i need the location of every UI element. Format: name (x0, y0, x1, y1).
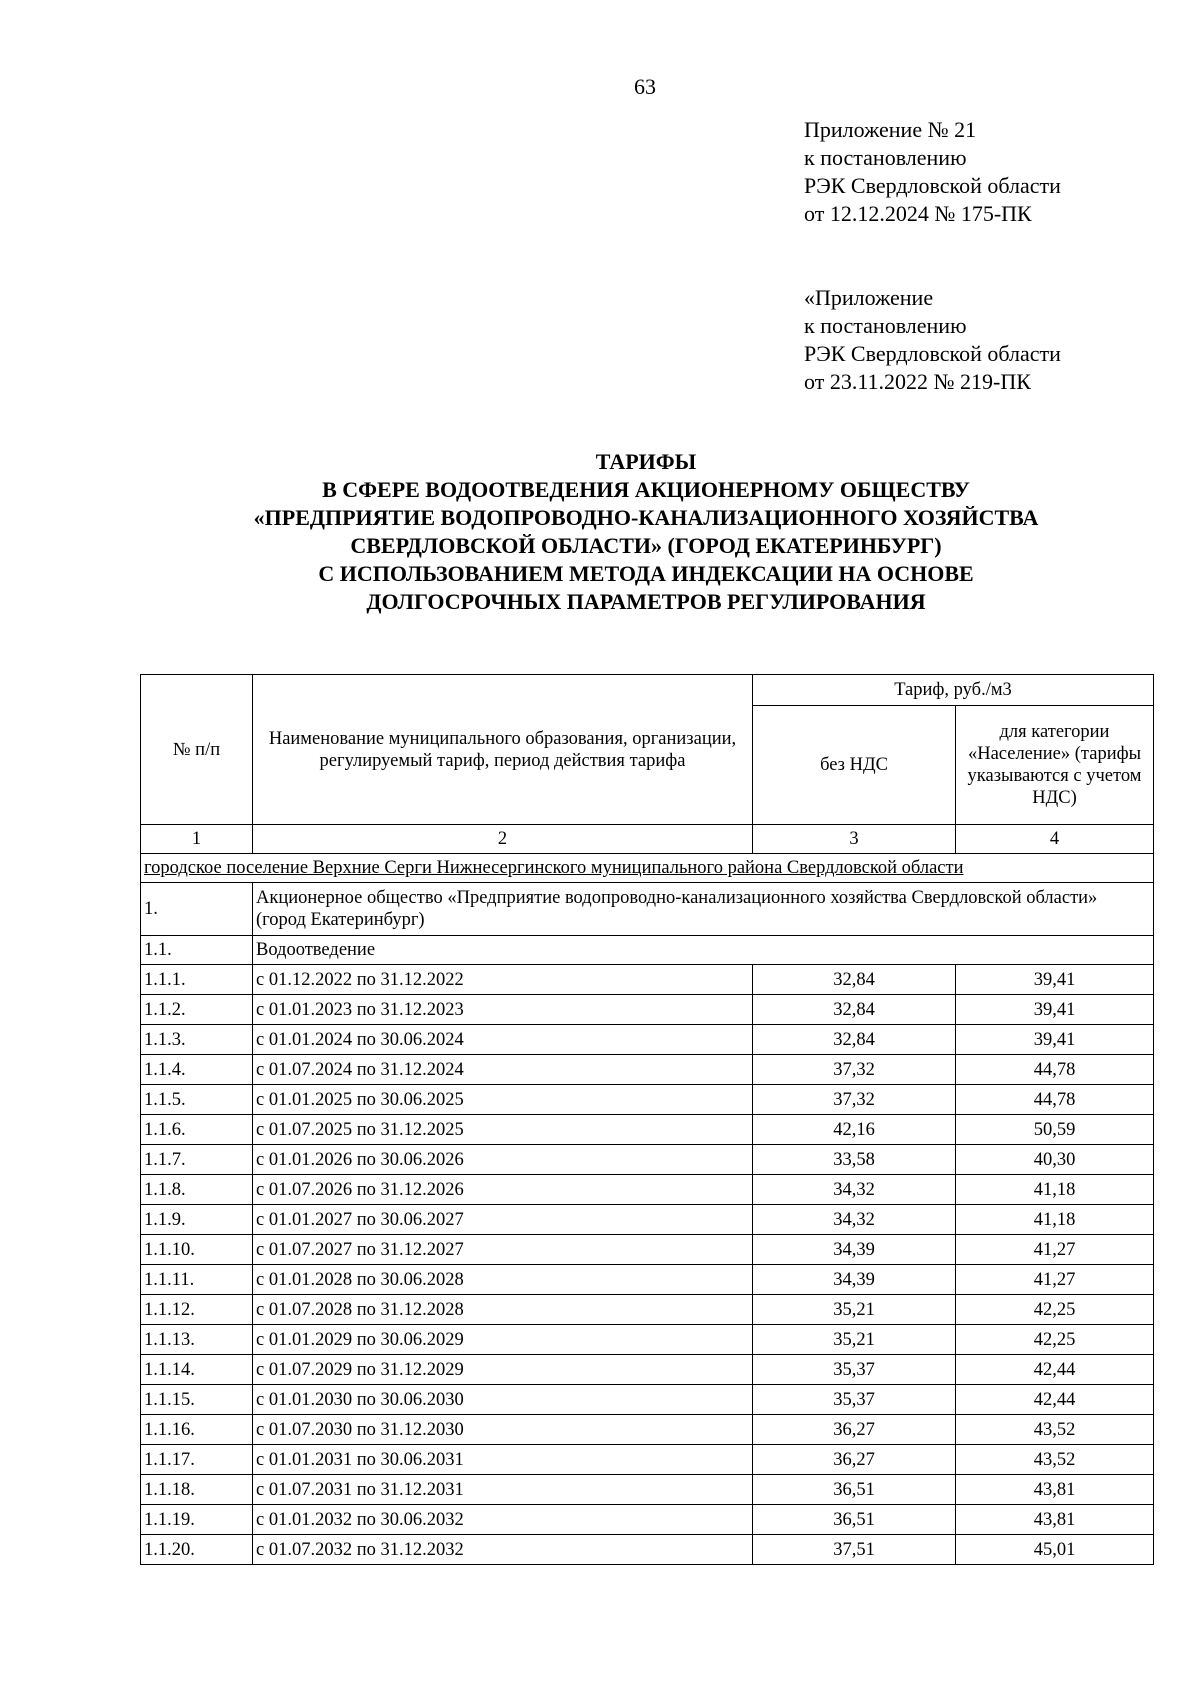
page-number: 63 (634, 74, 656, 99)
row-tariff-population: 43,52 (956, 1445, 1154, 1475)
row-tariff-population: 50,59 (956, 1115, 1154, 1145)
title-line: СВЕРДЛОВСКОЙ ОБЛАСТИ» (ГОРОД ЕКАТЕРИНБУРГ) (350, 533, 942, 558)
title-line: В СФЕРЕ ВОДООТВЕДЕНИЯ АКЦИОНЕРНОМУ ОБЩЕСТВУ (322, 477, 970, 502)
row-tariff-population: 44,78 (956, 1085, 1154, 1115)
row-tariff-no-vat: 37,32 (753, 1085, 956, 1115)
row-tariff-population: 41,27 (956, 1235, 1154, 1265)
table-row (141, 1385, 1154, 1415)
row-tariff-population: 41,27 (956, 1265, 1154, 1295)
document-title (140, 448, 1152, 616)
row-num: 1.1.8. (141, 1175, 253, 1205)
appendix-current-block (804, 116, 1061, 228)
row-num: 1.1.19. (141, 1505, 253, 1535)
row-num: 1.1.10. (141, 1235, 253, 1265)
table-row (141, 1145, 1154, 1175)
header-num: № п/п (141, 675, 253, 825)
service-row (141, 936, 1154, 965)
row-num: 1.1.17. (141, 1445, 253, 1475)
row-tariff-population: 44,78 (956, 1055, 1154, 1085)
tariff-table (140, 674, 1154, 1565)
row-period: с 01.07.2031 по 31.12.2031 (253, 1475, 753, 1505)
table-row (141, 1235, 1154, 1265)
row-tariff-population: 39,41 (956, 965, 1154, 995)
row-period: с 01.07.2032 по 31.12.2032 (253, 1535, 753, 1565)
row-period: с 01.01.2026 по 30.06.2026 (253, 1145, 753, 1175)
table-row (141, 1085, 1154, 1115)
row-period: с 01.01.2029 по 30.06.2029 (253, 1325, 753, 1355)
row-period: с 01.07.2030 по 31.12.2030 (253, 1415, 753, 1445)
row-tariff-population: 39,41 (956, 1025, 1154, 1055)
appendix-line: «Приложение (804, 285, 934, 310)
organization-row (141, 883, 1154, 936)
table-row (141, 995, 1154, 1025)
row-tariff-population: 41,18 (956, 1205, 1154, 1235)
column-number: 1 (141, 825, 253, 854)
title-line: ДОЛГОСРОЧНЫХ ПАРАМЕТРОВ РЕГУЛИРОВАНИЯ (366, 589, 926, 614)
row-tariff-no-vat: 32,84 (753, 1025, 956, 1055)
row-tariff-no-vat: 36,27 (753, 1445, 956, 1475)
column-number: 3 (753, 825, 956, 854)
row-period: с 01.01.2028 по 30.06.2028 (253, 1265, 753, 1295)
table-row (141, 1415, 1154, 1445)
header-no-vat: без НДС (753, 706, 956, 825)
title-line: С ИСПОЛЬЗОВАНИЕМ МЕТОДА ИНДЕКСАЦИИ НА ОСНОВЕ (318, 561, 974, 586)
header-population: для категории «Население» (тарифы указываются с учетом НДС) (956, 706, 1154, 825)
table-row (141, 1355, 1154, 1385)
appendix-line: РЭК Свердловской области (804, 341, 1061, 366)
table-row (141, 1115, 1154, 1145)
row-num: 1.1.1. (141, 965, 253, 995)
row-tariff-population: 43,52 (956, 1415, 1154, 1445)
row-tariff-no-vat: 42,16 (753, 1115, 956, 1145)
row-tariff-no-vat: 35,21 (753, 1295, 956, 1325)
table-row (141, 1505, 1154, 1535)
row-tariff-no-vat: 36,27 (753, 1415, 956, 1445)
row-period: с 01.12.2022 по 31.12.2022 (253, 965, 753, 995)
appendix-line: Приложение № 21 (804, 117, 977, 142)
row-num: 1.1.2. (141, 995, 253, 1025)
table-row (141, 1025, 1154, 1055)
organization-name: Акционерное общество «Предприятие водопроводно-канализационного хозяйства Свердловской области» (город Екатеринбург) (253, 883, 1154, 936)
row-num: 1.1.14. (141, 1355, 253, 1385)
table-row (141, 1295, 1154, 1325)
row-tariff-population: 45,01 (956, 1535, 1154, 1565)
row-num: 1.1.5. (141, 1085, 253, 1115)
row-num: 1.1.7. (141, 1145, 253, 1175)
appendix-original-block (804, 284, 1061, 396)
header-name: Наименование муниципального образования, организации, регулируемый тариф, период действия тарифа (253, 675, 753, 825)
row-period: с 01.01.2030 по 30.06.2030 (253, 1385, 753, 1415)
appendix-line: от 12.12.2024 № 175-ПК (804, 201, 1032, 226)
row-period: с 01.07.2026 по 31.12.2026 (253, 1175, 753, 1205)
column-number: 2 (253, 825, 753, 854)
organization-num: 1. (141, 883, 253, 936)
row-period: с 01.01.2023 по 31.12.2023 (253, 995, 753, 1025)
row-num: 1.1.12. (141, 1295, 253, 1325)
row-tariff-no-vat: 37,51 (753, 1535, 956, 1565)
row-tariff-no-vat: 34,32 (753, 1205, 956, 1235)
column-number: 4 (956, 825, 1154, 854)
row-period: с 01.01.2027 по 30.06.2027 (253, 1205, 753, 1235)
row-num: 1.1.4. (141, 1055, 253, 1085)
row-tariff-population: 43,81 (956, 1475, 1154, 1505)
column-number-row (141, 825, 1154, 854)
row-num: 1.1.13. (141, 1325, 253, 1355)
row-tariff-no-vat: 36,51 (753, 1505, 956, 1535)
row-period: с 01.07.2029 по 31.12.2029 (253, 1355, 753, 1385)
table-row (141, 1475, 1154, 1505)
row-period: с 01.01.2031 по 30.06.2031 (253, 1445, 753, 1475)
table-row (141, 1055, 1154, 1085)
row-period: с 01.07.2027 по 31.12.2027 (253, 1235, 753, 1265)
row-tariff-no-vat: 35,21 (753, 1325, 956, 1355)
table-row (141, 1175, 1154, 1205)
row-tariff-population: 42,44 (956, 1355, 1154, 1385)
row-tariff-population: 39,41 (956, 995, 1154, 1025)
row-tariff-population: 40,30 (956, 1145, 1154, 1175)
table-row (141, 1325, 1154, 1355)
section-row (141, 854, 1154, 883)
table-row (141, 1205, 1154, 1235)
table-row (141, 1535, 1154, 1565)
title-line: «ПРЕДПРИЯТИЕ ВОДОПРОВОДНО-КАНАЛИЗАЦИОННОГО ХОЗЯЙСТВА (253, 505, 1039, 530)
row-tariff-population: 42,25 (956, 1295, 1154, 1325)
appendix-line: от 23.11.2022 № 219-ПК (804, 369, 1031, 394)
row-num: 1.1.6. (141, 1115, 253, 1145)
row-num: 1.1.3. (141, 1025, 253, 1055)
table-header-row (141, 675, 1154, 706)
row-period: с 01.07.2025 по 31.12.2025 (253, 1115, 753, 1145)
row-tariff-no-vat: 34,39 (753, 1265, 956, 1295)
row-tariff-population: 43,81 (956, 1505, 1154, 1535)
row-period: с 01.01.2024 по 30.06.2024 (253, 1025, 753, 1055)
row-period: с 01.07.2024 по 31.12.2024 (253, 1055, 753, 1085)
row-tariff-no-vat: 34,39 (753, 1235, 956, 1265)
row-tariff-population: 42,44 (956, 1385, 1154, 1415)
service-name: Водоотведение (253, 936, 1154, 965)
row-tariff-population: 41,18 (956, 1175, 1154, 1205)
row-tariff-no-vat: 36,51 (753, 1475, 956, 1505)
row-tariff-no-vat: 32,84 (753, 995, 956, 1025)
header-tariff-group: Тариф, руб./м3 (753, 675, 1154, 706)
service-num: 1.1. (141, 936, 253, 965)
row-tariff-no-vat: 35,37 (753, 1385, 956, 1415)
row-tariff-no-vat: 34,32 (753, 1175, 956, 1205)
row-tariff-no-vat: 35,37 (753, 1355, 956, 1385)
table-row (141, 1445, 1154, 1475)
appendix-line: к постановлению (804, 145, 967, 170)
row-num: 1.1.20. (141, 1535, 253, 1565)
row-period: с 01.01.2032 по 30.06.2032 (253, 1505, 753, 1535)
row-num: 1.1.11. (141, 1265, 253, 1295)
row-num: 1.1.15. (141, 1385, 253, 1415)
row-num: 1.1.18. (141, 1475, 253, 1505)
row-tariff-no-vat: 33,58 (753, 1145, 956, 1175)
appendix-line: к постановлению (804, 313, 967, 338)
row-period: с 01.01.2025 по 30.06.2025 (253, 1085, 753, 1115)
row-tariff-population: 42,25 (956, 1325, 1154, 1355)
section-title: городское поселение Верхние Серги Нижнесергинского муниципального района Свердловской области (141, 854, 1154, 883)
row-num: 1.1.9. (141, 1205, 253, 1235)
row-tariff-no-vat: 32,84 (753, 965, 956, 995)
row-period: с 01.07.2028 по 31.12.2028 (253, 1295, 753, 1325)
row-tariff-no-vat: 37,32 (753, 1055, 956, 1085)
table-row (141, 1265, 1154, 1295)
row-num: 1.1.16. (141, 1415, 253, 1445)
title-line: ТАРИФЫ (595, 449, 697, 474)
appendix-line: РЭК Свердловской области (804, 173, 1061, 198)
table-row (141, 965, 1154, 995)
